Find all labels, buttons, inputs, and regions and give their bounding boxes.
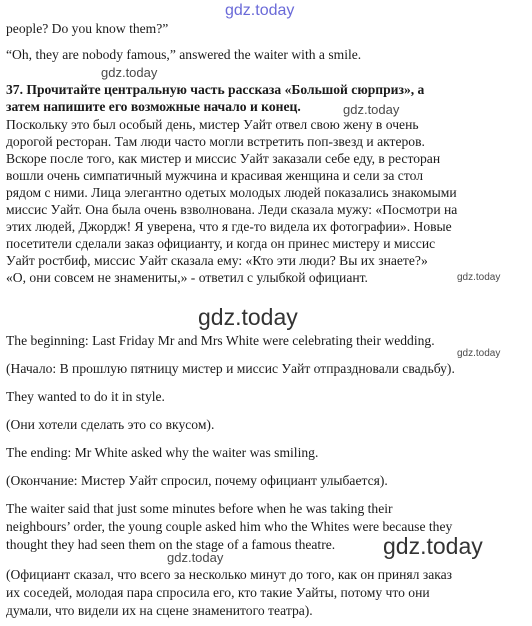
answer-waiter-line-2: neighbours’ order, the young couple asked him who the Whites were because they [6, 519, 453, 534]
watermark: gdz.today [457, 272, 501, 283]
answer-beginning: The beginning: Last Friday Mr and Mrs White were celebrating their wedding. [6, 333, 435, 348]
russian-text-line-2: дорогой ресторан. Там люди часто могли встретить поп-звезд и актеров. [6, 134, 425, 149]
russian-text-line-3: Вскоре после того, как мистер и миссис Уайт заказали себе еду, в ресторан [6, 151, 441, 166]
intro-line-1: people? Do you know them?” [6, 21, 169, 36]
watermark: gdz.today [457, 348, 501, 359]
russian-text-line-4: вошли очень симпатичный мужчина и красивая женщина и сели за стол [6, 168, 423, 183]
answer-waiter-line-3: thought they had seen them on the stage of a famous theatre. [6, 537, 336, 552]
answer-waiter-line-1: The waiter said that just some minutes before when he was taking their [6, 501, 393, 516]
watermark-large: gdz.today [198, 304, 298, 330]
russian-text-line-8: посетители сделали заказ официанту, и когда он принес мистеру и миссис [6, 236, 436, 251]
russian-text-line-1: Поскольку это был особый день, мистер Уайт отвел свою жену в очень [6, 117, 419, 132]
russian-text-line-10: «О, они совсем не знамениты,» - ответил с улыбкой официант. [6, 270, 368, 285]
answer-waiter-ru-line-1: (Официант сказал, что всего за несколько минут до того, как он принял заказ [6, 567, 453, 582]
answer-beginning-ru: (Начало: В прошлую пятницу мистер и миссис Уайт отпраздновали свадьбу). [6, 361, 455, 376]
russian-text-line-6: миссис Уайт. Она была очень взволнована. Леди сказала мужу: «Посмотри на [6, 202, 458, 217]
watermark: gdz.today [343, 102, 400, 117]
answer-ending-ru: (Окончание: Мистер Уайт спросил, почему официант улыбается). [6, 473, 388, 488]
russian-text-line-5: рядом с ними. Лица элегантно одетых молодых людей показались знакомыми [6, 185, 457, 200]
watermark-top: gdz.today [225, 2, 295, 19]
answer-style: They wanted to do it in style. [6, 389, 165, 404]
watermark: gdz.today [167, 550, 224, 565]
answer-waiter-ru-line-2: их соседей, молодая пара спросила его, кто такие Уайты, потому что они [6, 585, 430, 600]
intro-line-2: “Oh, they are nobody famous,” answered the waiter with a smile. [6, 47, 362, 62]
task-title-line-1: 37. Прочитайте центральную часть рассказа «Большой сюрприз», а [6, 82, 425, 97]
task-title-line-2: затем напишите его возможные начало и конец. [6, 99, 301, 114]
answer-ending: The ending: Mr White asked why the waiter was smiling. [6, 445, 319, 460]
russian-text-line-9: Уайт ростбиф, миссис Уайт сказала ему: «Кто эти люди? Вы их знаете?» [6, 253, 428, 268]
answer-waiter-ru-line-3: думали, что видели их на сцене знаменитого театра). [6, 603, 313, 618]
answer-style-ru: (Они хотели сделать это со вкусом). [6, 417, 215, 432]
watermark: gdz.today [101, 65, 158, 80]
russian-text-line-7: этих людей, Джордж! Я уверена, что я где-то видела их фотографии». Новые [6, 219, 452, 234]
watermark-large: gdz.today [383, 533, 483, 559]
